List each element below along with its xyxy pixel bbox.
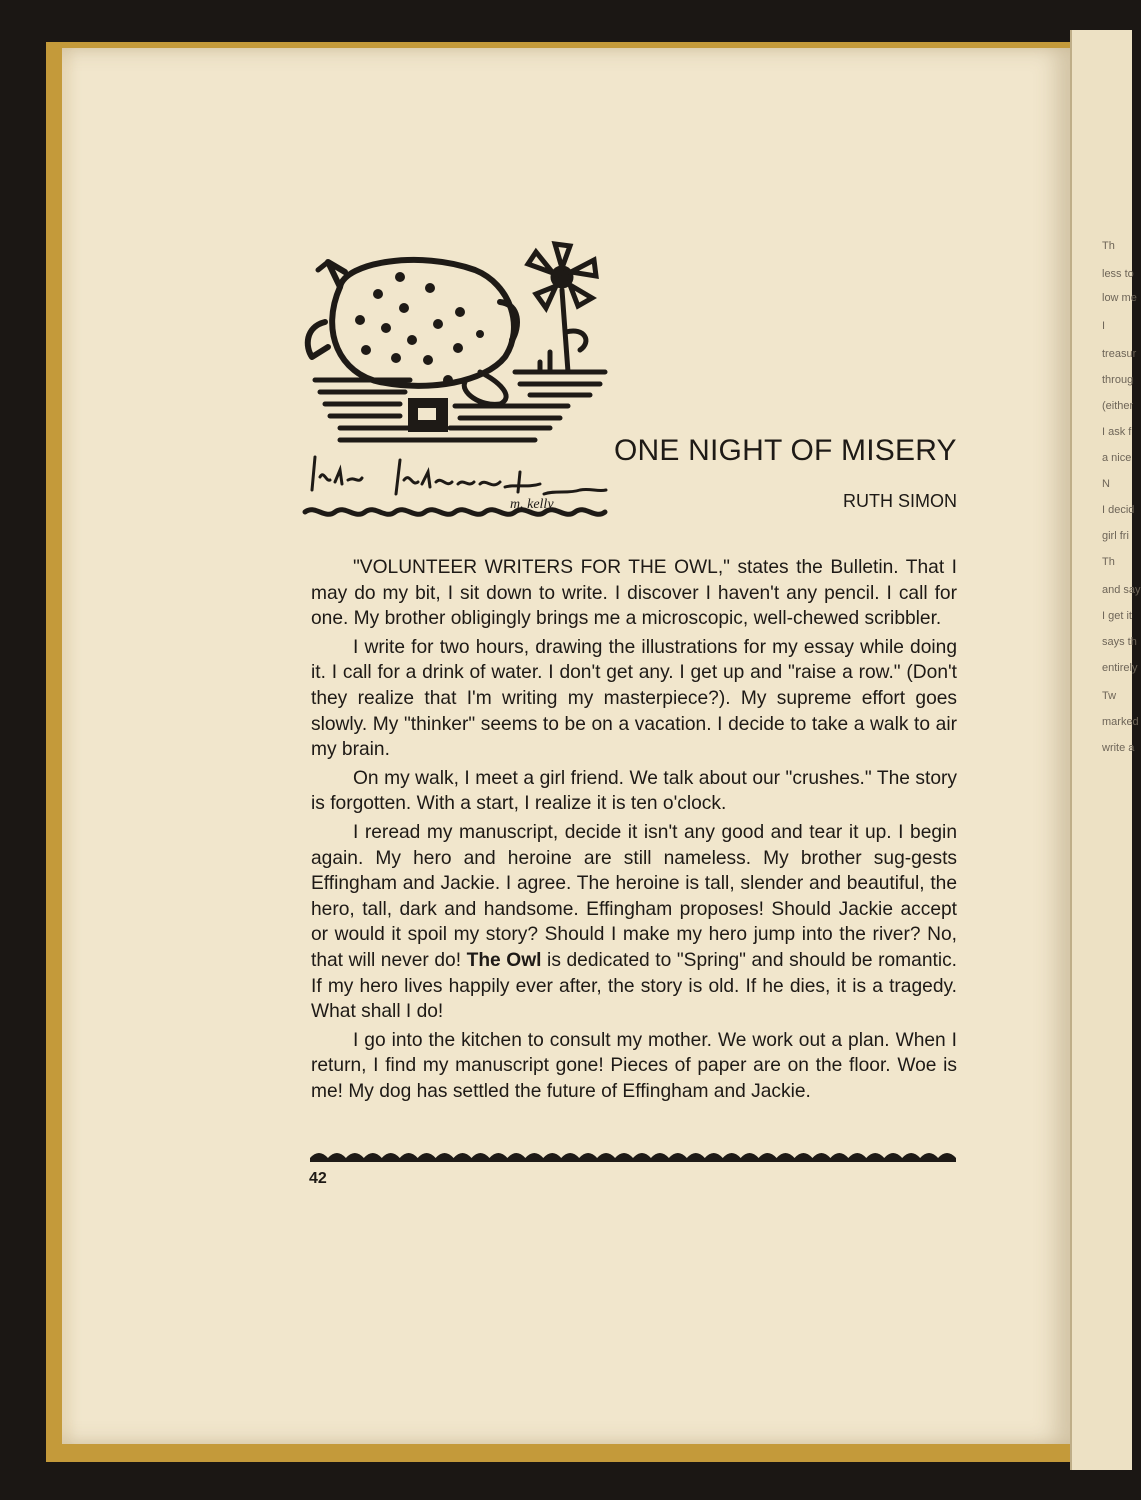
facing-page-fragment: (either: [1102, 400, 1134, 412]
scalloped-divider: [310, 1148, 956, 1162]
paragraph-text: On my walk, I meet a girl friend. We talk about our "crushes." The story is forgotten. With a start, I realize it is ten o'clock.: [311, 767, 957, 815]
facing-page-fragment: I decid: [1102, 504, 1135, 516]
facing-page-fragment: entirely: [1102, 662, 1138, 674]
facing-page-fragment: N: [1102, 478, 1110, 490]
flower-icon: [528, 244, 596, 372]
paragraph-text: I reread my manuscript, decide it isn't any good and tear it up. I begin again. My hero and heroine are still nameless. My brother sug-gests Effingham and Jackie. I agree. The heroine is tall, slender and beautiful, the hero, tall, dark and handsome. Effingham proposes! Should Jackie accept or would it spoil my story? Should I make my hero jump into the river? No, that will never do!: [311, 821, 957, 971]
article-title: ONE NIGHT OF MISERY: [614, 434, 957, 467]
facing-page-fragment: Th: [1102, 556, 1115, 568]
facing-page-fragment: I get it: [1102, 610, 1132, 622]
illustrator-signature: m. kelly: [510, 497, 554, 512]
facing-page-fragment: throug: [1102, 374, 1134, 386]
facing-page-fragment: girl fri: [1102, 530, 1129, 542]
article-author: RUTH SIMON: [843, 491, 957, 511]
facing-page-fragment: says th: [1102, 636, 1137, 648]
page-number: 42: [309, 1170, 327, 1187]
paragraph-text: is dedicated to "Spring" and should be romantic. If my hero lives happily ever after, the story is old. If he dies, it is a tragedy. What shall I do!: [311, 949, 958, 1023]
facing-page-fragment: Th: [1102, 240, 1115, 252]
wavy-underline: [305, 510, 605, 515]
facing-page-fragment: low me: [1102, 292, 1137, 304]
publication-name: The Owl: [466, 949, 542, 971]
signature-scribble: [312, 457, 606, 494]
facing-page-fragment: I: [1102, 320, 1106, 332]
body-paragraph: [311, 635, 957, 763]
body-paragraph: [311, 820, 957, 1025]
facing-page-fragment: treasur: [1102, 348, 1137, 360]
paragraph-text: I write for two hours, drawing the illustrations for my essay while doing it. I call for a drink of water. I don't get any. I get up and "raise a row." (Don't they realize that I'm writing my masterpiece?). My supreme effort goes slowly. My "thinker" seems to be on a vacation. I decide to take a walk to air my brain.: [311, 636, 957, 761]
facing-page-fragment: less to: [1102, 268, 1134, 280]
facing-page-fragment: marked: [1102, 716, 1139, 728]
pig-spots: [355, 272, 484, 385]
facing-page-fragment: write a: [1102, 742, 1135, 754]
facing-page-edge: [1070, 30, 1141, 1470]
paragraph-text: I go into the kitchen to consult my mother. We work out a plan. When I return, I find my manuscript gone! Pieces of paper are on the floor. Woe is me! My dog has settled the future of Effingham and Jackie.: [311, 1029, 957, 1102]
body-paragraph: [311, 1028, 957, 1105]
body-paragraph: [311, 555, 957, 632]
facing-page-fragment: a nice: [1102, 452, 1132, 464]
pig-and-flower-illustration: [300, 232, 615, 532]
body-paragraph: [311, 766, 957, 817]
facing-page-fragment: and say: [1102, 584, 1141, 596]
article-body: [311, 555, 957, 1107]
paragraph-text: "VOLUNTEER WRITERS FOR THE OWL," states the Bulletin. That I may do my bit, I sit down to write. I discover I haven't any pencil. I call for one. My brother obligingly brings me a microscopic, well-chewed scribbler.: [311, 557, 957, 630]
facing-page-fragment: I ask f: [1102, 426, 1132, 438]
facing-page-fragment: Tw: [1102, 690, 1117, 702]
